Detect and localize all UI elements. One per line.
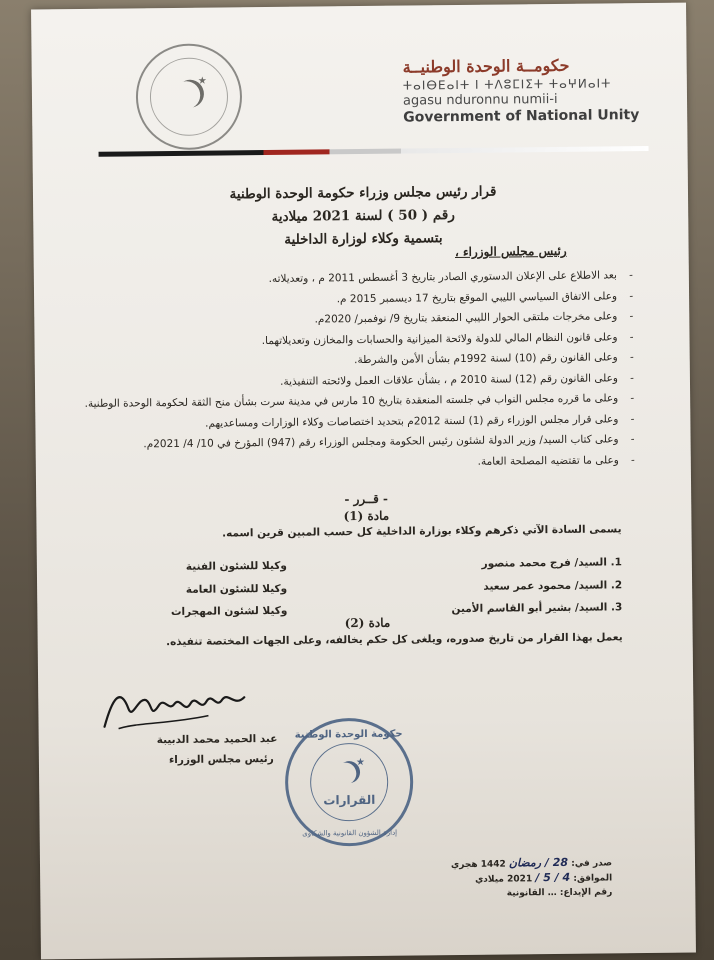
clause-item: - وعلى ما قرره مجلس النواب في جلسته المنعقدة بتاريخ 10 مارس في مدينة سرت بشأن منح الثقة لحكومة الوحدة الوطنية. — [84, 392, 635, 410]
appointee-name: 3. السيد/ بشير أبو القاسم الأمين — [451, 601, 623, 616]
clause-item: - وعلى الاتفاق السياسي الليبي الموقع بتاريخ 17 ديسمبر 2015 م. — [336, 289, 634, 305]
decree-document — [31, 3, 696, 960]
clause-item: - وعلى قانون النظام المالي للدولة ولائحة الميزانية والحسابات والمخازن وتعديلاتهما. — [261, 330, 634, 347]
signatory-title: رئيس مجلس الوزراء — [168, 752, 274, 767]
article-1-label: مادة (1) — [343, 508, 390, 524]
appointee-name: 2. السيد/ محمود عمر سعيد — [483, 578, 623, 593]
title-line-2: رقم ( 50 ) لسنة 2021 ميلادية — [271, 207, 455, 225]
clause-item: - وعلى ما تقتضيه المصلحة العامة. — [477, 453, 635, 468]
appointees-list — [117, 551, 623, 624]
letterhead-english: Government of National Unity — [403, 107, 640, 126]
stamp-middle-text: القرارات — [323, 792, 376, 808]
letterhead-tifinagh: ⵜⴰⵏⴱⴹⴰⵏⵜ ⵏ ⵜⴷⵓⵎⵏⵉⵜ ⵜⴰⵖⵍⴰⵏⵜ — [402, 76, 612, 93]
clause-item: - وعلى كتاب السيد/ وزير الدولة لشئون رئيس الحكومة ومجلس الوزراء رقم (947) المؤرخ في 10/ 4/ 2021م. — [143, 433, 635, 451]
signature-mark — [98, 677, 259, 739]
clause-item: - وعلى قرار مجلس الوزراء رقم (1) لسنة 2012م بتحديد اختصاصات وكلاء الوزارات ومساعديهم. — [205, 412, 635, 430]
appointee-name: 1. السيد/ فرج محمد منصور — [481, 556, 622, 570]
star-icon: ★ — [355, 757, 365, 769]
letterhead-berber-latin: agasu nduronnu numii-i — [402, 91, 558, 109]
issue-date-block — [412, 855, 612, 901]
clause-item: - وعلى القانون رقم (10) لسنة 1992م بشأن الأمن والشرطة. — [354, 351, 634, 367]
clause-item: - بعد الاطلاع على الإعلان الدستوري الصادر بتاريخ 3 أغسطس 2011 م ، وتعديلاته. — [268, 269, 633, 285]
preamble-clauses — [80, 265, 635, 476]
issue-deposit-line: رقم الإيداع: … القانونية — [506, 887, 613, 899]
article-1-intro: يسمى السادة الآتي ذكرهم وكلاء بوزارة الداخلية كل حسب المبين قرين اسمه. — [222, 523, 622, 540]
appointee-role: وكيلا لشئون المهجرات — [170, 604, 288, 619]
signatory-name: عبد الحميد محمد الدبيبة — [156, 732, 278, 747]
star-icon: ★ — [197, 75, 207, 87]
article-2-label: مادة (2) — [344, 615, 391, 631]
appointee-role: وكيلا للشئون الفنية — [185, 559, 287, 573]
title-line-3: بتسمية وكلاء لوزارة الداخلية — [284, 230, 443, 248]
title-line-1: قرار رئيس مجلس وزراء حكومة الوحدة الوطنية — [229, 183, 497, 203]
clause-item: - وعلى القانون رقم (12) لسنة 2010 م ، بشأن علاقات العمل ولائحته التنفيذية. — [280, 371, 634, 388]
preamble-heading: رئيس مجلس الوزراء ، — [454, 243, 567, 260]
government-seal — [135, 43, 242, 150]
official-stamp — [284, 718, 413, 847]
appointee-role: وكيلا للشئون العامة — [185, 582, 288, 596]
issue-gregorian-line: الموافق: 4 / 5 / 2021 ميلادي — [474, 870, 613, 885]
issue-hijri-line: صدر في: 28 / رمضان 1442 هجري — [450, 855, 613, 871]
article-2-text: يعمل بهذا القرار من تاريخ صدوره، ويلغى كل حكم يخالفه، وعلى الجهات المختصة تنفيذه. — [166, 631, 623, 649]
letterhead-arabic: حكومــة الوحدة الوطنيــة — [402, 55, 570, 77]
decree-title — [193, 180, 534, 253]
clause-item: - وعلى مخرجات ملتقى الحوار الليبي المنعقد بتاريخ 9/ نوفمبر/ 2020م. — [314, 310, 634, 326]
stamp-top-text: حكومة الوحدة الوطنية — [294, 728, 403, 741]
letterhead — [403, 55, 644, 126]
stamp-bottom-text: إدارة الشؤون القانونية والشكاوى — [302, 828, 398, 838]
decision-label: - قــرر - — [344, 491, 389, 507]
